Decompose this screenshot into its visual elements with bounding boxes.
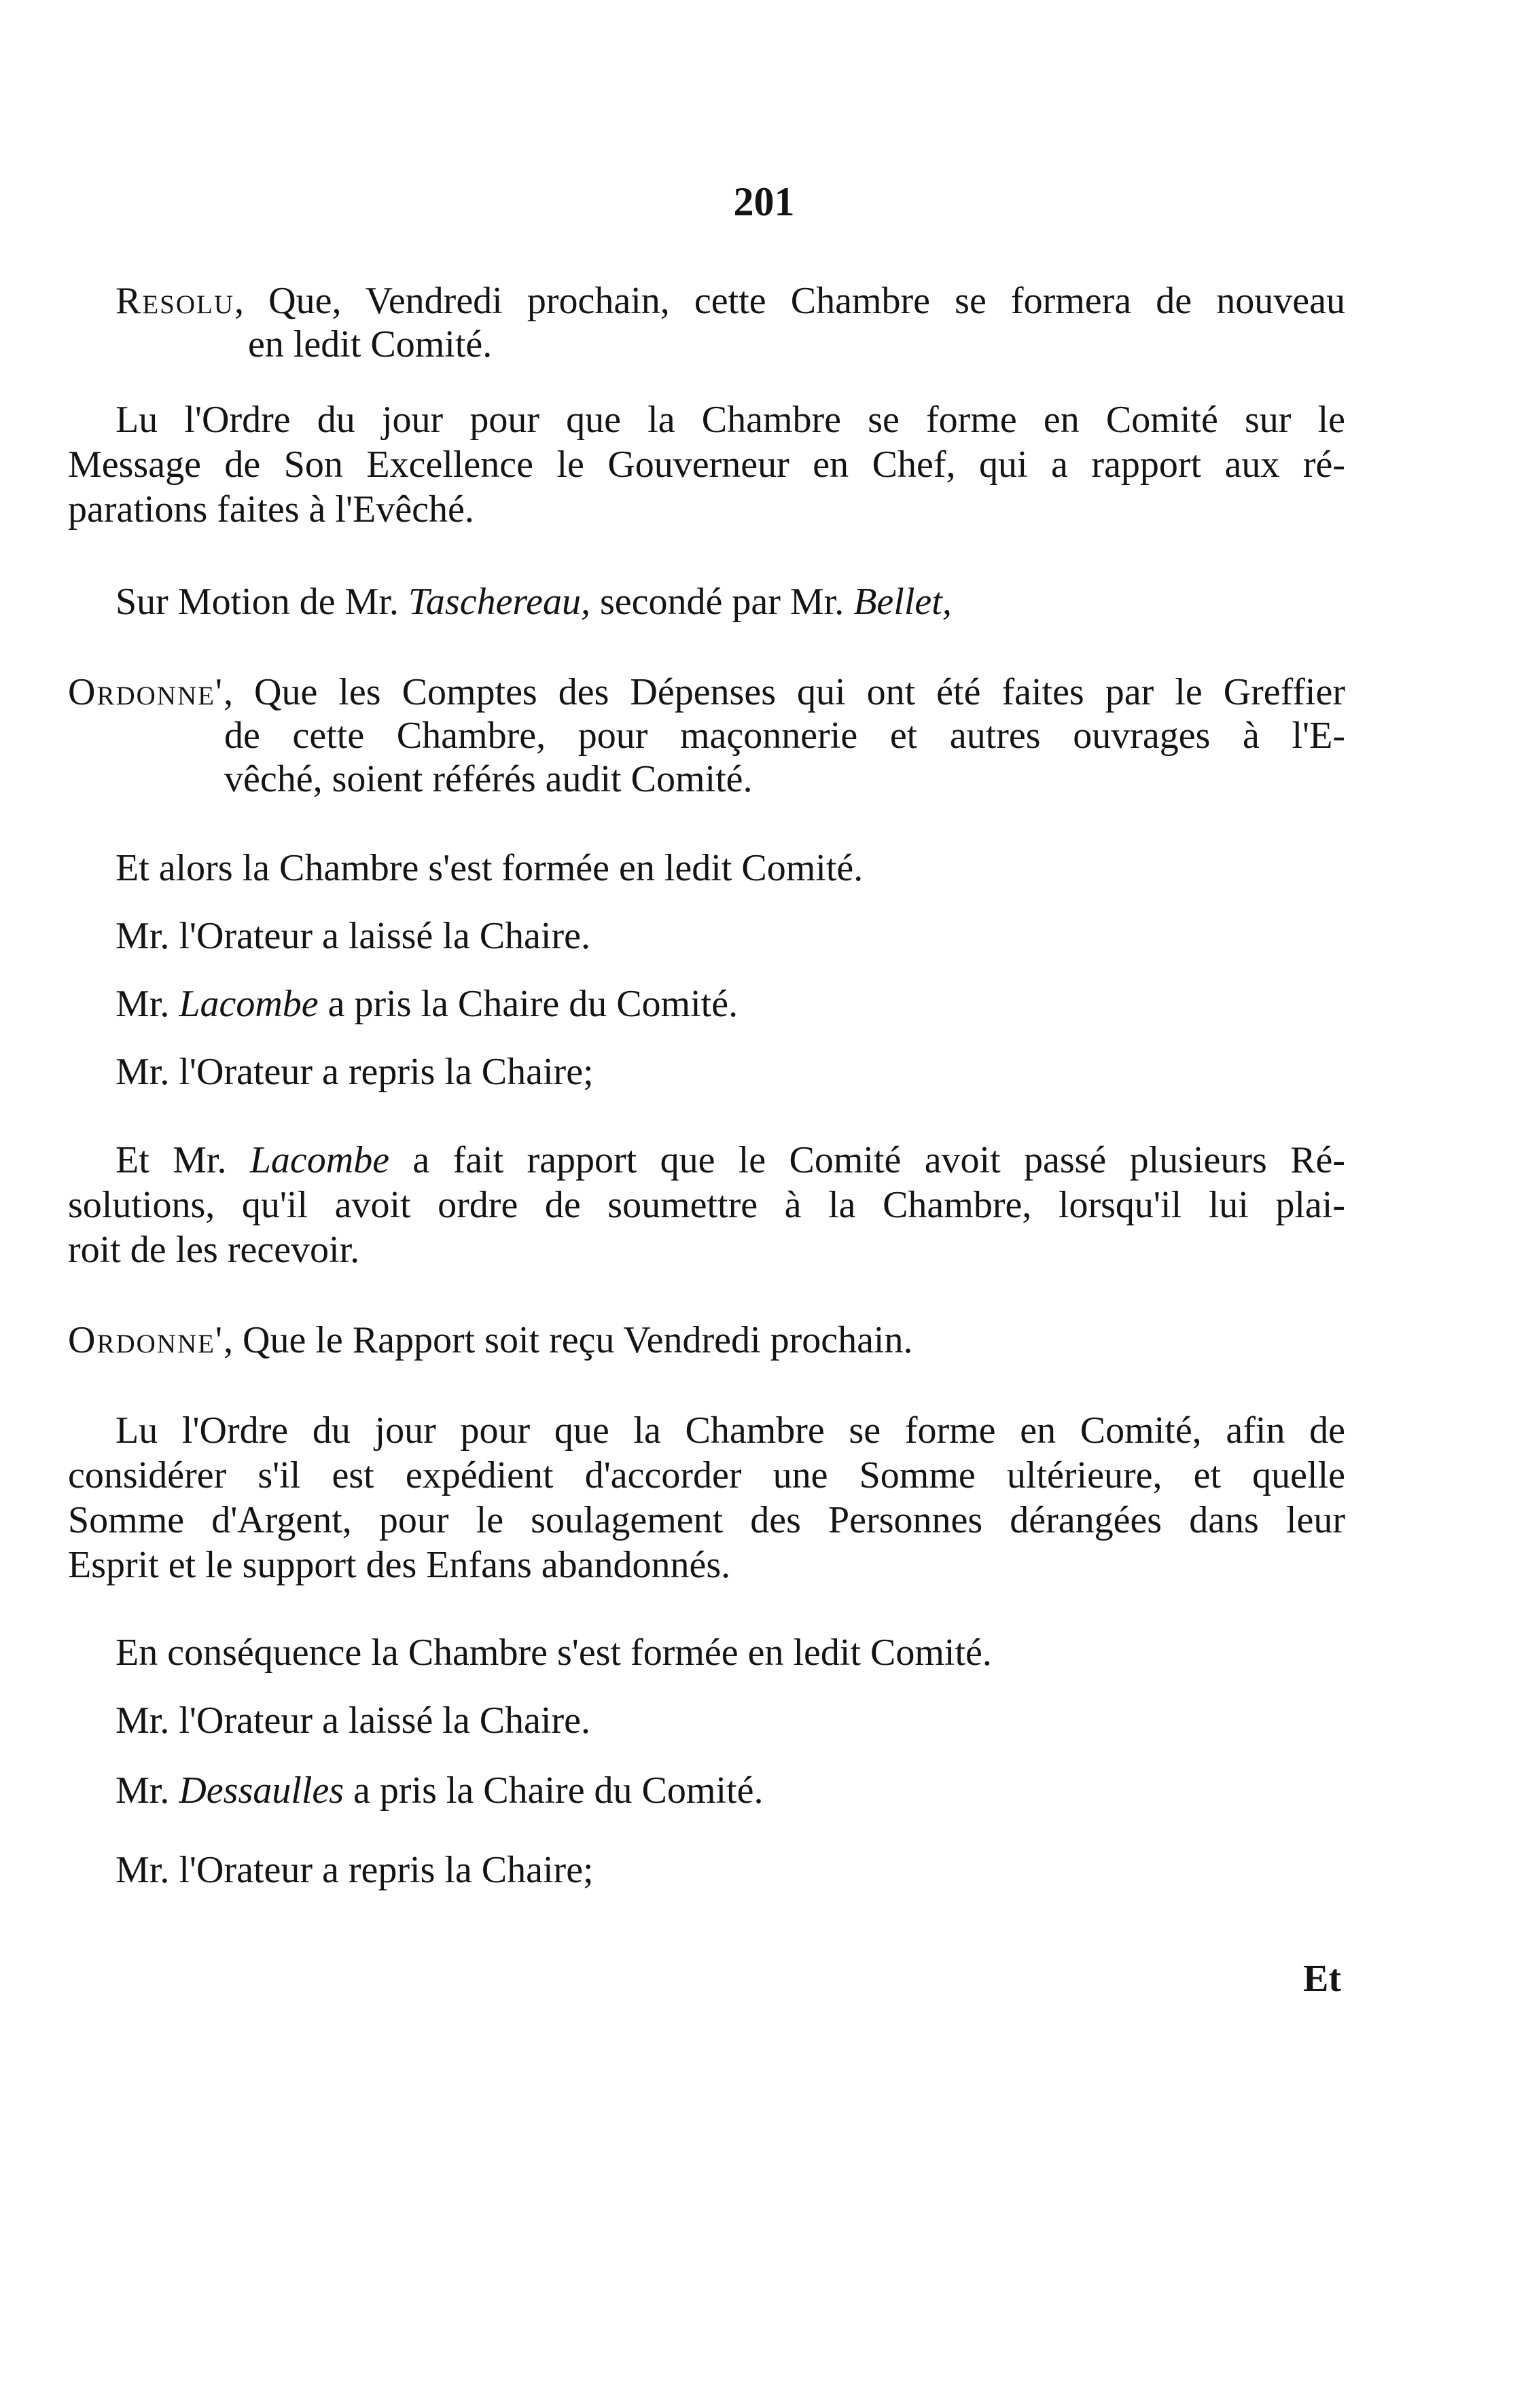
text-line: en ledit Comité. <box>248 323 493 365</box>
text-line: Mr. l'Orateur a laissé la Chaire. <box>116 1700 590 1742</box>
ordonne-heading: Ordonne' <box>68 1319 224 1361</box>
text-span: Mr. <box>116 983 179 1025</box>
member-name: Lacombe <box>179 983 319 1025</box>
text-line: Mr. l'Orateur a repris la Chaire; <box>116 1051 594 1093</box>
text-span: a fait rapport que le Comité avoit passé plusieurs Ré- <box>389 1139 1346 1181</box>
text-span: a pris la Chaire du Comité. <box>318 983 739 1025</box>
page-number: 201 <box>733 179 795 224</box>
resolu-heading: Resolu <box>116 280 235 322</box>
text-line: parations faites à l'Evêché. <box>68 488 474 531</box>
text-line: En conséquence la Chambre s'est formée en ledit Comité. <box>116 1632 992 1674</box>
text-line: Esprit et le support des Enfans abandonnés. <box>68 1544 731 1586</box>
text-line: roit de les recevoir. <box>68 1229 360 1271</box>
text-line <box>116 278 1345 323</box>
text-line: vêché, soient référés audit Comité. <box>224 758 753 800</box>
text-span: secondé par Mr. <box>590 581 854 623</box>
text-span: Sur Motion de Mr. <box>116 581 408 623</box>
text-line <box>68 1318 1298 1363</box>
member-name: Dessaulles <box>179 1769 344 1812</box>
text-line <box>116 579 1345 624</box>
ordonne-heading: Ordonne' <box>68 671 224 713</box>
text-line: Lu l'Ordre du jour pour que la Chambre se forme en Comité, afin de <box>116 1409 1345 1452</box>
text-line: Mr. l'Orateur a repris la Chaire; <box>116 1849 594 1891</box>
text-line <box>116 982 1345 1026</box>
text-line <box>68 670 1345 715</box>
text-line: Message de Son Excellence le Gouverneur en Chef, qui a rapport aux ré- <box>68 444 1345 486</box>
member-name: Bellet, <box>853 581 952 623</box>
text-line: , Que les Comptes des Dépenses qui ont été faites par le Greffier <box>224 671 1345 713</box>
text-span: Et Mr. <box>116 1139 250 1181</box>
text-line: , Que, Vendredi prochain, cette Chambre se formera de nouveau <box>234 280 1345 322</box>
catchword: Et <box>1303 1958 1341 2000</box>
text-line: , Que le Rapport soit reçu Vendredi prochain. <box>224 1319 913 1361</box>
text-line: Mr. l'Orateur a laissé la Chaire. <box>116 915 590 957</box>
text-line: Et alors la Chambre s'est formée en ledit Comité. <box>116 847 864 889</box>
text-line: Somme d'Argent, pour le soulagement des Personnes dérangées dans leur <box>68 1499 1345 1541</box>
text-span: a pris la Chaire du Comité. <box>344 1769 764 1812</box>
text-line <box>116 1138 1345 1183</box>
member-name: Lacombe <box>249 1139 390 1181</box>
text-line: Lu l'Ordre du jour pour que la Chambre se forme en Comité sur le <box>116 399 1345 441</box>
text-span: Mr. <box>116 1769 179 1812</box>
text-line: considérer s'il est expédient d'accorder une Somme ultérieure, et quelle <box>68 1454 1345 1496</box>
member-name: Taschereau, <box>408 581 590 623</box>
text-line: solutions, qu'il avoit ordre de soumettre à la Chambre, lorsqu'il lui plai- <box>68 1184 1345 1226</box>
text-line: de cette Chambre, pour maçonnerie et autres ouvrages à l'E- <box>224 715 1345 757</box>
text-line <box>116 1768 1345 1813</box>
